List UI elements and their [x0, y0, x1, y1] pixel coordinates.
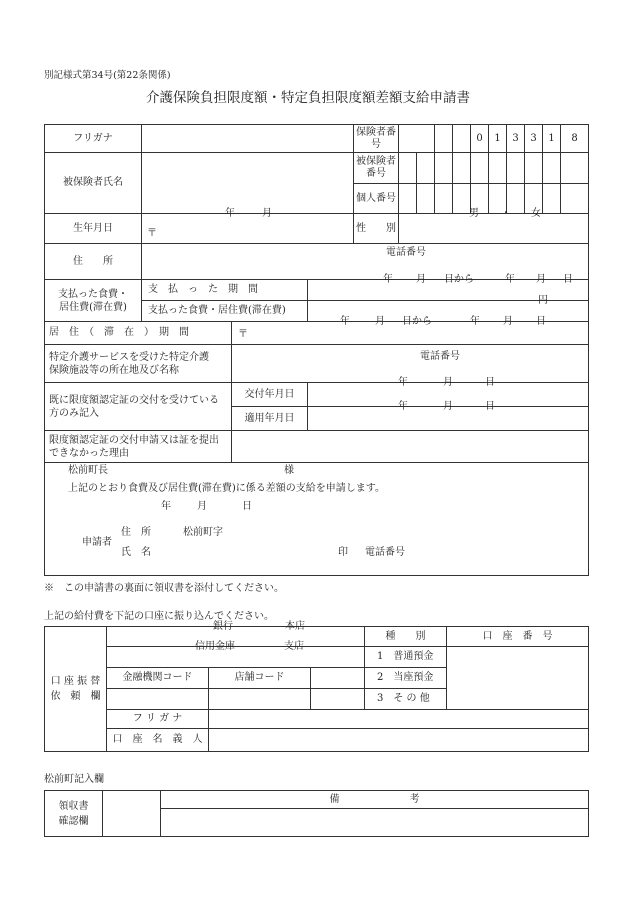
personal-no-box[interactable] [417, 184, 435, 214]
applicant-address-value[interactable]: 松前町字 [183, 527, 223, 538]
stay-month-unit: 月 [375, 316, 385, 327]
insurer-digit: 3 [507, 125, 525, 152]
remarks-input[interactable] [161, 809, 589, 837]
issue-date-label: 交付年月日 [232, 383, 308, 407]
main-form-table [44, 124, 589, 576]
bank-section-label-line2: 依 頼 欄 [50, 691, 101, 702]
birth-month-unit: 月 [262, 208, 272, 219]
paid-costs-label-line1: 支払った食費・ [58, 288, 128, 300]
bank-unit: 銀行 [213, 621, 233, 632]
apply-day-unit: 日 [485, 401, 495, 412]
bank-section-label-line1: 口 座 振 替 [50, 676, 101, 687]
reason-label-line2: できなかった理由 [49, 447, 129, 459]
paid-period-label: 支 払 っ た 期 間 [142, 280, 308, 301]
attachment-note: ※ この申請書の裏面に領収書を添付してください。 [44, 583, 284, 594]
declaration-month-unit: 月 [197, 501, 207, 512]
reason-input[interactable] [232, 431, 589, 463]
stay-from-unit: 日から [402, 316, 432, 327]
insured-name-input[interactable] [142, 153, 354, 214]
insured-no-box[interactable] [507, 153, 525, 184]
period-from-unit: 日から [444, 274, 474, 285]
branch-code-label: 店舗コード [209, 668, 311, 689]
gender-female[interactable]: 女 [531, 208, 542, 219]
postal-mark: 〒 [147, 228, 157, 239]
paid-costs-label-line2: 居住費(滞在費) [59, 301, 127, 313]
certificate-label [45, 383, 232, 431]
receipt-check-label-line1: 領収書 [58, 800, 89, 812]
holder-furigana-input[interactable] [209, 710, 589, 729]
reason-label [45, 431, 232, 463]
gender-label: 性 別 [354, 214, 399, 244]
bank-section-label [45, 627, 107, 752]
personal-no-box[interactable] [453, 184, 471, 214]
stay-period-label: 居 住 （ 滞 在 ） 期 間 [45, 322, 232, 345]
period-end-year-unit: 年 [505, 274, 515, 285]
declaration-day-unit: 日 [242, 501, 252, 512]
insurer-digit: 3 [525, 125, 543, 152]
insured-no-box[interactable] [399, 153, 417, 184]
seal-mark: 印 [338, 547, 348, 558]
personal-no-box[interactable] [543, 184, 561, 214]
page-title: 介護保険負担限度額・特定負担限度額差額支給申請書 [146, 90, 470, 106]
personal-no-box[interactable] [561, 184, 589, 214]
gender-options[interactable] [399, 208, 589, 244]
applicant-phone-label: 電話番号 [365, 547, 405, 558]
stay-end-month-unit: 月 [503, 316, 513, 327]
account-type-current[interactable]: 2 当座預金 [365, 668, 447, 689]
apply-year-unit: 年 [398, 401, 408, 412]
bank-transfer-table [44, 621, 589, 752]
stay-year-unit: 年 [340, 316, 350, 327]
issue-day-unit: 日 [485, 377, 495, 388]
certificate-label-line1: 既に限度額認定証の交付を受けている [49, 394, 219, 406]
insured-name-label: 被保険者氏名 [45, 153, 142, 214]
facility-postal-mark: 〒 [238, 329, 248, 340]
branch-unit: 支店 [284, 641, 304, 652]
receipt-check-input[interactable] [103, 791, 161, 837]
bank-name-input[interactable] [107, 621, 365, 647]
insurer-digit [435, 125, 453, 152]
applicant-name-label: 氏 名 [121, 547, 151, 558]
insured-no-label: 被保険者番号 [354, 153, 399, 184]
declaration-statement: 上記のとおり食費及び居住費(滞在費)に係る差額の支給を申請します。 [68, 483, 386, 494]
yen-unit: 円 [538, 295, 548, 306]
insurer-digits [435, 125, 589, 153]
phone-label: 電話番号 [386, 247, 426, 258]
gender-male[interactable]: 男 [469, 208, 480, 219]
insured-no-box[interactable] [417, 153, 435, 184]
head-office-unit: 本店 [285, 621, 305, 632]
reason-label-line1: 限度額認定証の交付申請又は証を提出 [49, 434, 219, 446]
insured-no-box[interactable] [525, 153, 543, 184]
code-spacer [311, 689, 365, 710]
account-type-ordinary[interactable]: 1 普通預金 [365, 647, 447, 668]
period-month-unit: 月 [416, 274, 426, 285]
stay-end-day-unit: 日 [536, 316, 546, 327]
period-end-month-unit: 月 [536, 274, 546, 285]
stay-period-input[interactable] [232, 316, 589, 345]
address-label: 住 所 [45, 244, 142, 280]
applicant-label: 申請者 [82, 537, 112, 548]
facility-phone-label: 電話番号 [420, 351, 460, 362]
apply-month-unit: 月 [443, 401, 453, 412]
gender-separator: ・ [501, 208, 512, 219]
insured-no-box[interactable] [561, 153, 589, 184]
issue-year-unit: 年 [398, 377, 408, 388]
period-end-day-unit: 日 [563, 274, 573, 285]
facility-input[interactable] [232, 329, 589, 383]
birth-label: 生年月日 [45, 214, 142, 244]
period-year-unit: 年 [383, 274, 393, 285]
applicant-address-label: 住 所 [121, 527, 151, 538]
receipt-check-label [45, 791, 103, 837]
facility-label-line2: 保険施設等の所在地及び名称 [49, 364, 179, 376]
insurer-no-label: 保険者番号 [354, 125, 399, 153]
mayor-addressee: 松前町長 [68, 465, 108, 476]
transfer-instruction: 上記の給付費を下記の口座に振り込んでください。 [44, 611, 274, 622]
institution-code-label: 金融機関コード [107, 668, 209, 689]
declaration-year-unit: 年 [161, 501, 171, 512]
branch-code-input[interactable] [209, 689, 311, 710]
office-section-label: 松前町記入欄 [44, 774, 104, 785]
certificate-label-line2: 方のみ記入 [49, 407, 99, 419]
facility-label [45, 345, 232, 383]
stay-end-year-unit: 年 [470, 316, 480, 327]
apply-date-label: 適用年月日 [232, 407, 308, 431]
insurer-digit [453, 125, 471, 152]
account-type-label: 種 別 [365, 627, 447, 647]
furigana-label: フリガナ [45, 125, 142, 153]
account-holder-label: 口 座 名 義 人 [107, 729, 209, 752]
insurer-no-blank [399, 125, 435, 153]
remarks-label: 備 考 [161, 791, 589, 809]
receipt-check-label-line2: 確認欄 [58, 815, 89, 827]
insurer-digit: 1 [543, 125, 561, 152]
issue-month-unit: 月 [443, 377, 453, 388]
apply-date-input[interactable] [308, 401, 589, 431]
form-number: 別記様式第34号(第22条関係) [44, 70, 171, 81]
insurer-digit: 8 [571, 133, 578, 144]
personal-no-label: 個人番号 [354, 184, 399, 214]
code-spacer [311, 668, 365, 689]
paid-amount-label: 支払った食費・居住費(滞在費) [142, 301, 308, 322]
office-use-table [44, 790, 589, 837]
account-no-label: 口 座 番 号 [447, 627, 589, 647]
furigana-input[interactable] [142, 125, 354, 153]
insured-no-box[interactable] [543, 153, 561, 184]
insured-no-box[interactable] [453, 153, 471, 184]
facility-label-line1: 特定介護サービスを受けた特定介護 [49, 351, 209, 363]
account-no-input[interactable] [447, 647, 589, 710]
account-type-other[interactable]: 3 そ の 他 [365, 689, 447, 710]
account-holder-input[interactable] [209, 729, 589, 752]
personal-no-box[interactable] [399, 184, 417, 214]
paid-costs-label [45, 280, 142, 322]
insurer-digit: 1 [489, 125, 507, 152]
insurer-digit: 0 [471, 125, 489, 152]
personal-no-box[interactable] [435, 184, 453, 214]
birth-date-input[interactable] [142, 208, 354, 244]
insured-no-box[interactable] [435, 153, 453, 184]
birth-year-unit: 年 [225, 208, 235, 219]
insured-no-box[interactable] [489, 153, 507, 184]
holder-furigana-label: フ リ ガ ナ [107, 710, 209, 729]
credit-union-unit: 信用金庫 [195, 641, 235, 652]
insured-no-box[interactable] [471, 153, 489, 184]
honorific: 様 [284, 465, 294, 476]
declaration-block [45, 463, 589, 576]
credit-union-input[interactable] [107, 641, 365, 668]
institution-code-input[interactable] [107, 689, 209, 710]
